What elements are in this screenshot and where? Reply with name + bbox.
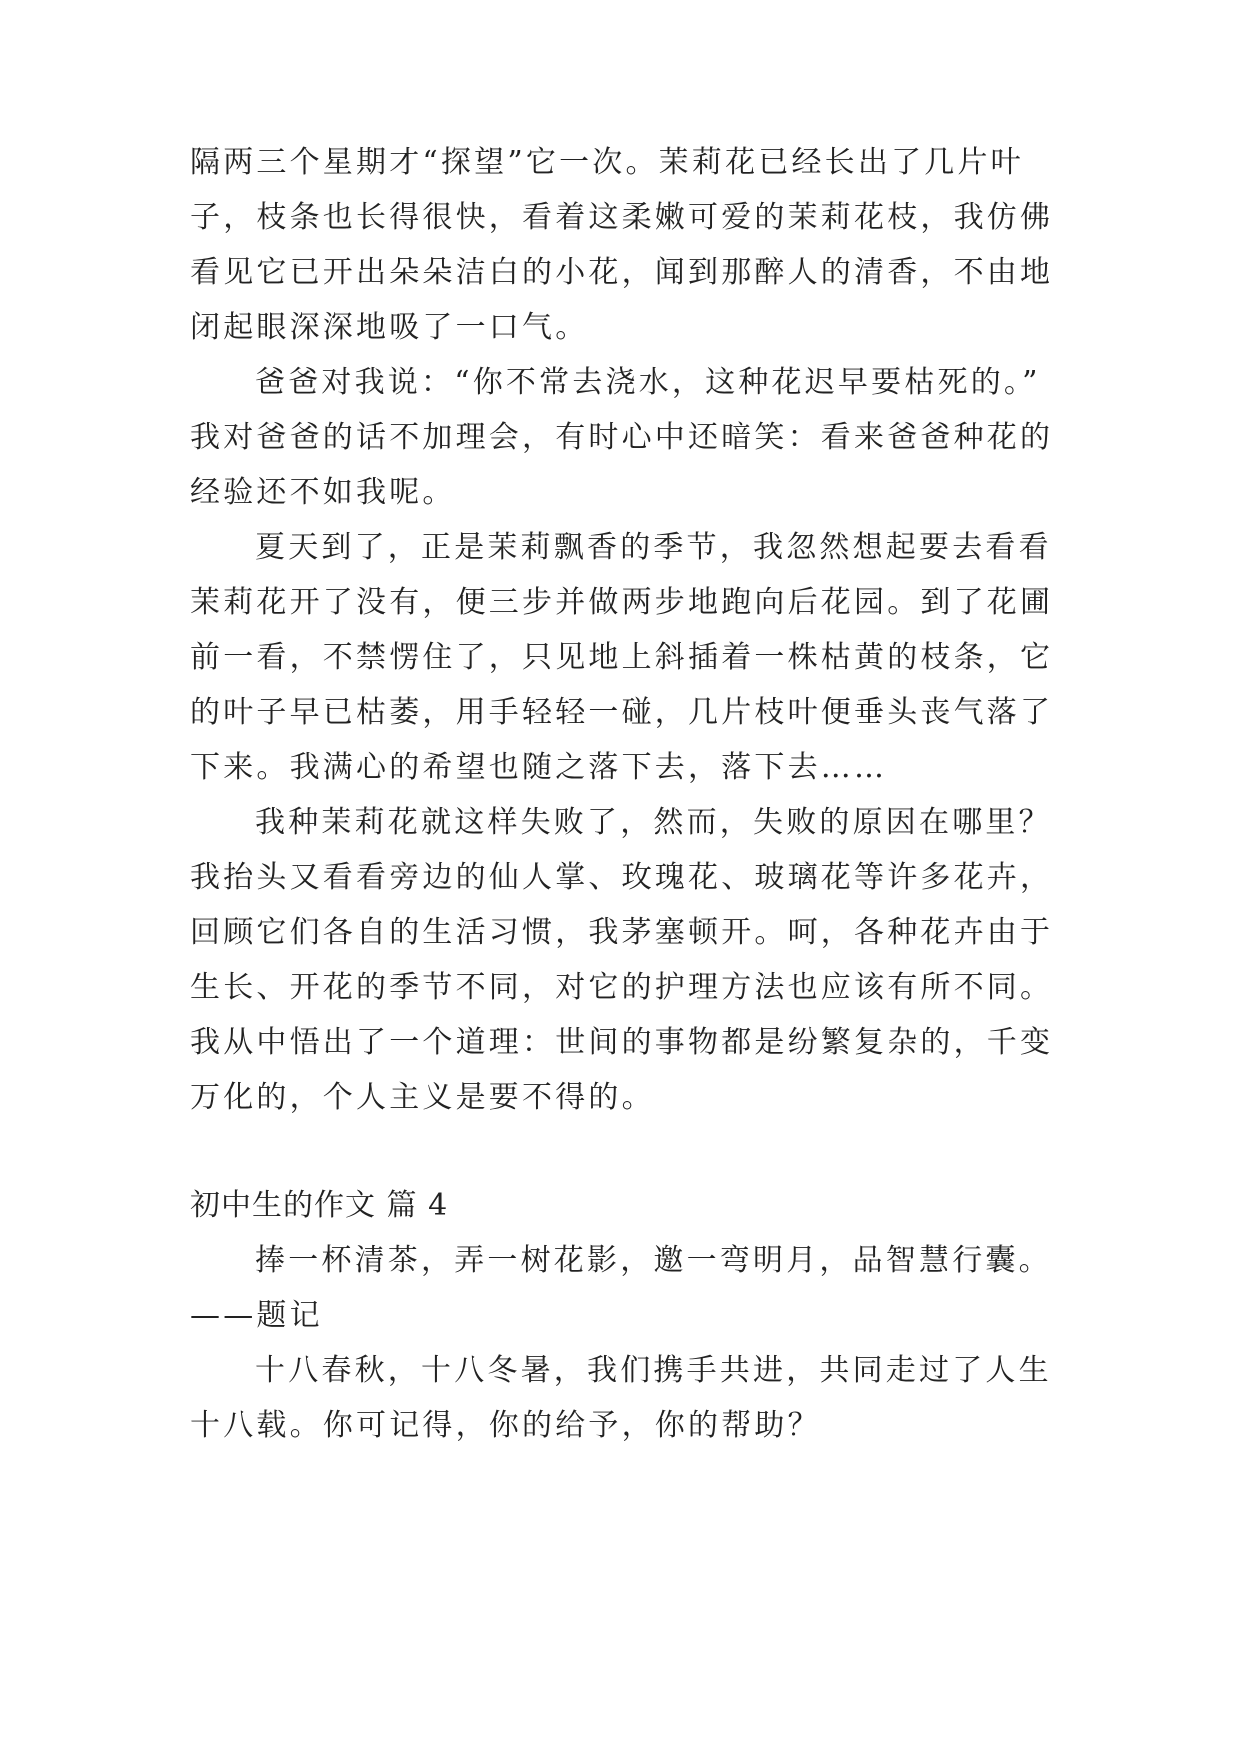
text-line: 我对爸爸的话不加理会，有时心中还暗笑：看来爸爸种花的	[190, 420, 1054, 455]
text-line: 子，枝条也长得很快，看着这柔嫩可爱的茉莉花枝，我仿佛	[190, 200, 1054, 235]
text-line: 看见它已开出朵朵洁白的小花，闻到那醉人的清香，不由地	[190, 255, 1054, 290]
text-line: 回顾它们各自的生活习惯，我茅塞顿开。呵，各种花卉由于	[190, 915, 1054, 950]
text-line: 捧一杯清茶，弄一树花影，邀一弯明月，品智慧行囊。	[255, 1243, 1052, 1278]
text-line: 的叶子早已枯萎，用手轻轻一碰，几片枝叶便垂头丧气落了	[190, 695, 1054, 730]
text-line: 茉莉花开了没有，便三步并做两步地跑向后花园。到了花圃	[190, 585, 1054, 620]
text-line: 万化的，个人主义是要不得的。	[190, 1080, 655, 1115]
text-line: 我种茉莉花就这样失败了，然而，失败的原因在哪里？	[255, 805, 1052, 840]
text-line: 我从中悟出了一个道理：世间的事物都是纷繁复杂的，千变	[190, 1025, 1054, 1060]
text-line: 隔两三个星期才“探望”它一次。茉莉花已经长出了几片叶	[190, 145, 1024, 180]
text-line: 闭起眼深深地吸了一口气。	[190, 310, 589, 345]
text-line: 下来。我满心的希望也随之落下去，落下去……	[190, 750, 888, 785]
text-line: 生长、开花的季节不同，对它的护理方法也应该有所不同。	[190, 970, 1054, 1005]
text-line: 十八春秋，十八冬暑，我们携手共进，共同走过了人生	[255, 1353, 1052, 1388]
text-line: 经验还不如我呢。	[190, 475, 456, 510]
section-heading: 初中生的作文 篇 4	[190, 1188, 449, 1223]
text-line: 十八载。你可记得，你的给予，你的帮助？	[190, 1408, 821, 1443]
epigraph-signature: ——题记	[190, 1298, 323, 1333]
text-line: 爸爸对我说：“你不常去浇水，这种花迟早要枯死的。”	[255, 365, 1041, 400]
text-line: 我抬头又看看旁边的仙人掌、玫瑰花、玻璃花等许多花卉，	[190, 860, 1054, 895]
text-line: 前一看，不禁愣住了，只见地上斜插着一株枯黄的枝条，它	[190, 640, 1054, 675]
text-line: 夏天到了，正是茉莉飘香的季节，我忽然想起要去看看	[255, 530, 1052, 565]
